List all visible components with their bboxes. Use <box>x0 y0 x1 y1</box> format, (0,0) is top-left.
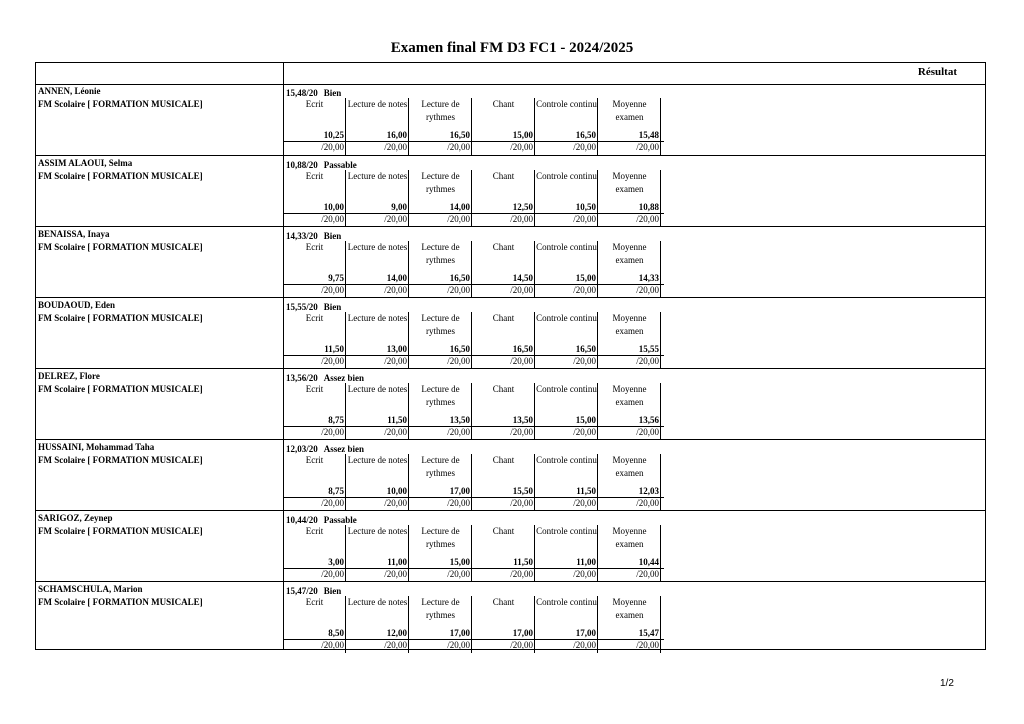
grade-value: 10,25 <box>323 130 344 140</box>
grade-cell <box>284 525 346 582</box>
grade-label: Chant <box>492 384 515 394</box>
student-course: FM Scolaire [ FORMATION MUSICALE] <box>38 171 203 181</box>
grade-max: /20,00 <box>573 285 596 295</box>
grade-divider <box>284 213 664 214</box>
grade-divider <box>284 426 664 427</box>
grade-label: Ecrit <box>305 242 324 252</box>
grade-label: Ecrit <box>305 526 324 536</box>
grade-cell <box>284 596 346 653</box>
grade-value: 16,50 <box>449 273 470 283</box>
grade-cell <box>473 383 535 440</box>
grade-value: 10,50 <box>575 202 596 212</box>
grade-value: 13,56 <box>638 415 659 425</box>
final-score: 15,48/20 <box>286 88 318 98</box>
grade-cell <box>284 454 346 511</box>
grade-cell <box>284 170 346 227</box>
mention-label: Passable <box>323 160 357 170</box>
student-summary <box>286 444 364 454</box>
grade-cell <box>473 596 535 653</box>
student-course: FM Scolaire [ FORMATION MUSICALE] <box>38 526 203 536</box>
mention-label: Passable <box>323 515 357 525</box>
grade-value: 12,50 <box>512 202 533 212</box>
grade-label: Controle continu <box>536 384 597 394</box>
grade-value: 15,55 <box>638 344 659 354</box>
grade-label: Lecture de notes <box>347 597 408 607</box>
mention-label: Bien <box>323 302 342 312</box>
final-score: 15,55/20 <box>286 302 318 312</box>
grade-value: 13,50 <box>512 415 533 425</box>
grade-value: 3,00 <box>328 557 344 567</box>
mention-label: Assez bien <box>323 444 365 454</box>
grade-divider <box>284 284 664 285</box>
final-score: 15,47/20 <box>286 586 318 596</box>
grade-cell <box>599 98 661 155</box>
header-student-cell <box>36 63 284 84</box>
grade-max: /20,00 <box>384 569 407 579</box>
grade-cell <box>473 312 535 369</box>
grade-label: Lecture de rythmes <box>421 99 460 122</box>
grade-cell <box>347 98 409 155</box>
grade-label: Lecture de rythmes <box>421 455 460 478</box>
grade-cell <box>599 170 661 227</box>
grade-cell <box>536 596 598 653</box>
grade-label: Moyenne examen <box>612 99 647 122</box>
grade-max: /20,00 <box>321 427 344 437</box>
grade-cell <box>473 454 535 511</box>
grade-cell <box>347 596 409 653</box>
grade-value: 14,33 <box>638 273 659 283</box>
grade-label: Moyenne examen <box>612 455 647 478</box>
grade-value: 14,00 <box>449 202 470 212</box>
grade-value: 16,50 <box>512 344 533 354</box>
student-course: FM Scolaire [ FORMATION MUSICALE] <box>38 242 203 252</box>
grade-cell <box>410 241 472 298</box>
grade-value: 15,00 <box>449 557 470 567</box>
grade-divider <box>284 568 664 569</box>
student-name: SARIGOZ, Zeynep <box>38 513 113 523</box>
grade-max: /20,00 <box>510 569 533 579</box>
student-course: FM Scolaire [ FORMATION MUSICALE] <box>38 384 203 394</box>
grade-cell <box>347 312 409 369</box>
grade-max: /20,00 <box>510 356 533 366</box>
grade-value: 16,50 <box>449 344 470 354</box>
grade-cell <box>410 596 472 653</box>
grade-label: Ecrit <box>305 384 324 394</box>
grade-cell <box>410 454 472 511</box>
mention-label: Assez bien <box>323 373 365 383</box>
grade-max: /20,00 <box>384 640 407 650</box>
grade-value: 8,75 <box>328 486 344 496</box>
grade-value: 15,47 <box>638 628 659 638</box>
grade-cell <box>410 525 472 582</box>
grade-max: /20,00 <box>321 142 344 152</box>
grades-grid <box>284 596 664 653</box>
grade-cell <box>536 98 598 155</box>
grade-label: Chant <box>492 597 515 607</box>
grade-cell <box>536 454 598 511</box>
grade-label: Lecture de notes <box>347 526 408 536</box>
grade-value: 14,50 <box>512 273 533 283</box>
student-name: DELREZ, Flore <box>38 371 100 381</box>
grade-value: 17,00 <box>449 628 470 638</box>
grade-max: /20,00 <box>447 285 470 295</box>
grade-value: 12,03 <box>638 486 659 496</box>
grade-max: /20,00 <box>384 285 407 295</box>
grade-label: Lecture de notes <box>347 99 408 109</box>
grade-cell <box>347 383 409 440</box>
grade-max: /20,00 <box>321 214 344 224</box>
student-row <box>36 155 985 227</box>
grade-label: Controle continu <box>536 242 597 252</box>
grade-label: Controle continu <box>536 99 597 109</box>
grade-label: Controle continu <box>536 171 597 181</box>
page-number: 1/2 <box>940 678 954 689</box>
grade-label: Lecture de rythmes <box>421 313 460 336</box>
grade-cell <box>410 98 472 155</box>
final-score: 13,56/20 <box>286 373 318 383</box>
grade-max: /20,00 <box>384 142 407 152</box>
grade-label: Ecrit <box>305 597 324 607</box>
grades-grid <box>284 98 664 155</box>
grade-divider <box>284 497 664 498</box>
grade-label: Lecture de notes <box>347 171 408 181</box>
grade-cell <box>410 170 472 227</box>
grade-max: /20,00 <box>321 356 344 366</box>
grade-max: /20,00 <box>447 640 470 650</box>
grade-cell <box>410 312 472 369</box>
grade-cell <box>599 454 661 511</box>
student-row <box>36 581 985 653</box>
grade-value: 10,00 <box>386 486 407 496</box>
grade-max: /20,00 <box>573 498 596 508</box>
grade-divider <box>284 355 664 356</box>
grades-grid <box>284 170 664 227</box>
grade-max: /20,00 <box>573 142 596 152</box>
results-table <box>35 62 986 650</box>
grade-cell <box>536 170 598 227</box>
grade-max: /20,00 <box>510 640 533 650</box>
grade-max: /20,00 <box>384 356 407 366</box>
student-course: FM Scolaire [ FORMATION MUSICALE] <box>38 313 203 323</box>
grade-max: /20,00 <box>447 214 470 224</box>
grade-value: 8,75 <box>328 415 344 425</box>
grade-label: Lecture de rythmes <box>421 384 460 407</box>
student-row <box>36 226 985 298</box>
grade-label: Moyenne examen <box>612 242 647 265</box>
grade-cell <box>536 241 598 298</box>
page-title: Examen final FM D3 FC1 - 2024/2025 <box>390 40 634 56</box>
grade-max: /20,00 <box>447 427 470 437</box>
grade-cell <box>536 383 598 440</box>
grades-grid <box>284 241 664 298</box>
grade-value: 13,00 <box>386 344 407 354</box>
final-score: 12,03/20 <box>286 444 318 454</box>
grade-cell <box>599 383 661 440</box>
grade-value: 11,00 <box>576 557 596 567</box>
grade-max: /20,00 <box>636 356 659 366</box>
grade-label: Chant <box>492 455 515 465</box>
grade-value: 15,00 <box>575 415 596 425</box>
grade-label: Chant <box>492 171 515 181</box>
student-row <box>36 84 985 155</box>
final-score: 14,33/20 <box>286 231 318 241</box>
grade-value: 16,50 <box>575 344 596 354</box>
grade-cell <box>473 170 535 227</box>
grade-label: Ecrit <box>305 99 324 109</box>
grade-label: Lecture de notes <box>347 455 408 465</box>
grade-label: Controle continu <box>536 597 597 607</box>
grade-value: 11,00 <box>387 557 407 567</box>
student-summary <box>286 231 341 241</box>
grade-max: /20,00 <box>636 498 659 508</box>
grades-grid <box>284 525 664 582</box>
grade-cell <box>284 98 346 155</box>
grade-label: Moyenne examen <box>612 171 647 194</box>
grade-max: /20,00 <box>447 356 470 366</box>
final-score: 10,44/20 <box>286 515 318 525</box>
grade-label: Ecrit <box>305 171 324 181</box>
grade-max: /20,00 <box>510 427 533 437</box>
grade-label: Lecture de rythmes <box>421 242 460 265</box>
grade-value: 16,50 <box>449 130 470 140</box>
grade-label: Lecture de rythmes <box>421 526 460 549</box>
grade-cell <box>284 383 346 440</box>
final-score: 10,88/20 <box>286 160 318 170</box>
grade-value: 11,50 <box>513 557 533 567</box>
student-name: ANNEN, Léonie <box>38 86 101 96</box>
grade-max: /20,00 <box>573 640 596 650</box>
mention-label: Bien <box>323 586 342 596</box>
grade-cell <box>536 525 598 582</box>
grade-cell <box>347 525 409 582</box>
grade-cell <box>536 312 598 369</box>
grade-value: 16,50 <box>575 130 596 140</box>
grade-value: 8,50 <box>328 628 344 638</box>
student-row <box>36 297 985 369</box>
grade-divider <box>284 639 664 640</box>
student-summary <box>286 160 357 170</box>
grade-value: 11,50 <box>387 415 407 425</box>
grade-cell <box>599 525 661 582</box>
grade-max: /20,00 <box>321 640 344 650</box>
student-name: ASSIM ALAOUI, Selma <box>38 158 133 168</box>
table-header <box>36 63 985 85</box>
grade-label: Controle continu <box>536 455 597 465</box>
grade-value: 9,00 <box>391 202 407 212</box>
grade-cell <box>599 312 661 369</box>
grade-label: Lecture de notes <box>347 242 408 252</box>
grades-grid <box>284 454 664 511</box>
grade-label: Moyenne examen <box>612 313 647 336</box>
grade-cell <box>473 98 535 155</box>
grade-cell <box>347 241 409 298</box>
grade-max: /20,00 <box>384 214 407 224</box>
student-name: HUSSAINI, Mohammad Taha <box>38 442 155 452</box>
grade-max: /20,00 <box>573 569 596 579</box>
grade-max: /20,00 <box>510 285 533 295</box>
grade-cell <box>473 241 535 298</box>
grade-cell <box>284 241 346 298</box>
student-summary <box>286 302 341 312</box>
grade-max: /20,00 <box>636 569 659 579</box>
grade-max: /20,00 <box>447 498 470 508</box>
student-row <box>36 368 985 440</box>
grade-cell <box>599 241 661 298</box>
grade-value: 15,00 <box>575 273 596 283</box>
grade-label: Controle continu <box>536 313 597 323</box>
grade-value: 15,48 <box>638 130 659 140</box>
student-summary <box>286 515 357 525</box>
student-course: FM Scolaire [ FORMATION MUSICALE] <box>38 99 203 109</box>
grade-cell <box>473 525 535 582</box>
header-resultat: Résultat <box>917 66 957 78</box>
grade-divider <box>284 141 664 142</box>
grade-max: /20,00 <box>447 142 470 152</box>
grade-value: 17,00 <box>512 628 533 638</box>
student-name: BENAISSA, Inaya <box>38 229 110 239</box>
grade-cell <box>347 454 409 511</box>
grade-max: /20,00 <box>510 142 533 152</box>
grade-label: Chant <box>492 313 515 323</box>
grade-cell <box>347 170 409 227</box>
grade-value: 11,50 <box>324 344 344 354</box>
grade-max: /20,00 <box>447 569 470 579</box>
grade-max: /20,00 <box>636 285 659 295</box>
grade-label: Lecture de rythmes <box>421 597 460 620</box>
grade-label: Lecture de notes <box>347 384 408 394</box>
grade-value: 10,88 <box>638 202 659 212</box>
grade-cell <box>599 596 661 653</box>
student-summary <box>286 88 341 98</box>
grade-label: Moyenne examen <box>612 597 647 620</box>
grade-value: 10,44 <box>638 557 659 567</box>
grade-value: 14,00 <box>386 273 407 283</box>
grade-label: Chant <box>492 242 515 252</box>
grade-max: /20,00 <box>321 569 344 579</box>
student-row <box>36 439 985 511</box>
grade-label: Ecrit <box>305 455 324 465</box>
grades-grid <box>284 383 664 440</box>
grade-max: /20,00 <box>384 427 407 437</box>
student-summary <box>286 586 341 596</box>
grade-max: /20,00 <box>573 427 596 437</box>
student-row <box>36 510 985 582</box>
grade-max: /20,00 <box>636 427 659 437</box>
grade-value: 16,00 <box>386 130 407 140</box>
grade-value: 10,00 <box>323 202 344 212</box>
grade-label: Ecrit <box>305 313 324 323</box>
grade-value: 15,00 <box>512 130 533 140</box>
grade-value: 15,50 <box>512 486 533 496</box>
grade-cell <box>410 383 472 440</box>
grade-label: Chant <box>492 99 515 109</box>
grade-label: Lecture de rythmes <box>421 171 460 194</box>
grade-max: /20,00 <box>573 214 596 224</box>
grade-cell <box>284 312 346 369</box>
grade-max: /20,00 <box>636 142 659 152</box>
grade-label: Moyenne examen <box>612 384 647 407</box>
grade-value: 12,00 <box>386 628 407 638</box>
grade-max: /20,00 <box>636 214 659 224</box>
grade-max: /20,00 <box>321 285 344 295</box>
grade-max: /20,00 <box>573 356 596 366</box>
grade-max: /20,00 <box>510 498 533 508</box>
mention-label: Bien <box>323 88 342 98</box>
grade-label: Moyenne examen <box>612 526 647 549</box>
grade-value: 17,00 <box>449 486 470 496</box>
student-name: BOUDAOUD, Eden <box>38 300 116 310</box>
grades-grid <box>284 312 664 369</box>
grade-label: Controle continu <box>536 526 597 536</box>
grade-value: 11,50 <box>576 486 596 496</box>
grade-max: /20,00 <box>321 498 344 508</box>
mention-label: Bien <box>323 231 342 241</box>
grade-max: /20,00 <box>636 640 659 650</box>
student-summary <box>286 373 364 383</box>
grade-label: Lecture de notes <box>347 313 408 323</box>
student-course: FM Scolaire [ FORMATION MUSICALE] <box>38 455 203 465</box>
student-name: SCHAMSCHULA, Marion <box>38 584 143 594</box>
grade-value: 9,75 <box>328 273 344 283</box>
grade-max: /20,00 <box>510 214 533 224</box>
grade-value: 13,50 <box>449 415 470 425</box>
grade-value: 17,00 <box>575 628 596 638</box>
student-course: FM Scolaire [ FORMATION MUSICALE] <box>38 597 203 607</box>
grade-label: Chant <box>492 526 515 536</box>
grade-max: /20,00 <box>384 498 407 508</box>
